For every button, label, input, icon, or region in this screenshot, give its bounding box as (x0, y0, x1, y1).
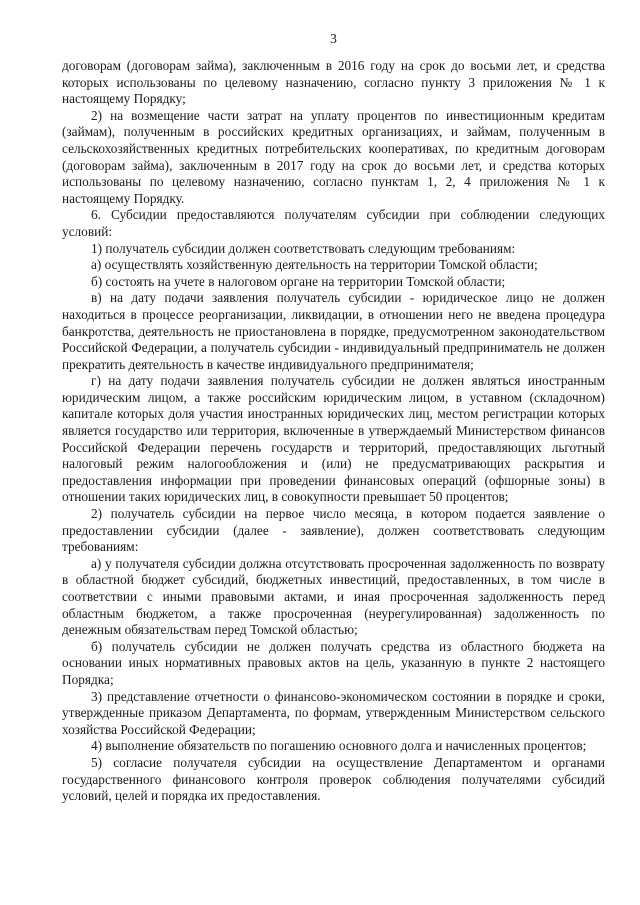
paragraph-subitem-v: в) на дату подачи заявления получатель субсидии - юридическое лицо не должен находиться в процессе реорганизации, ликвидации, в отношении него не введена процедура банкротства, деятельность не приостановлена в порядке, предусмотренном законодательством Российской Федерации, а получатель субсидии - индивидуальный предприниматель не должен прекратить деятельность в качестве индивидуального предпринимателя; (62, 290, 605, 372)
paragraph-subitem-b: б) состоять на учете в налоговом органе на территории Томской области; (91, 273, 506, 289)
paragraph-subitem-a: а) осуществлять хозяйственную деятельность на территории Томской области; (91, 257, 538, 273)
paragraph-clause-6: 6. Субсидии предоставляются получателям субсидии при соблюдении следующих условий: (62, 207, 605, 239)
paragraph-item-2-interest-2017: 2) на возмещение части затрат на уплату процентов по инвестиционным кредитам (займам), полученным в российских кредитных организациях, и займам, полученным в сельскохозяйственных кредитных потребительских кооперативах, по кредитным договорам (договорам займа), заключенным в 2017 году на срок до восьми лет, и средства которых использованы по целевому назначению, согласно пунктам 1, 2, 4 приложения № 1 к настоящему Порядку. (62, 107, 605, 206)
paragraph-subitem-g: г) на дату подачи заявления получатель субсидии не должен являться иностранным юридическим лицом, а также российским юридическим лицом, в уставном (складочном) капитале которых доля участия иностранных юридических лиц, местом регистрации которых является государство или территория, включенные в утверждаемый Министерством финансов Российской Федерации перечень государств и территорий, предоставляющих льготный налоговый режим налогообложения и (или) не предусматривающих раскрытия и предоставления информации при проведении финансовых операций (офшорные зоны) в отношении таких юридических лиц, в совокупности превышает 50 процентов; (62, 373, 605, 505)
paragraph-subitem-a-debt: а) у получателя субсидии должна отсутствовать просроченная задолженность по возврату в областной бюджет субсидий, бюджетных инвестиций, предоставленных, в том числе в соответствии с иными правовыми актами, и иная просроченная задолженность перед областным бюджетом, а также просроченная (неурегулированная) задолженность по денежным обязательствам перед Томской областью; (62, 555, 605, 638)
paragraph-requirement-1: 1) получатель субсидии должен соответствовать следующим требованиям: (91, 240, 516, 256)
paragraph-requirement-3: 3) представление отчетности о финансово-экономическом состоянии в порядке и сроки, утвержденные приказом Департамента, по формам, утвержденным Министерством сельского хозяйства Российской Федерации; (62, 688, 605, 737)
paragraph-subitem-b-funds: б) получатель субсидии не должен получать средства из областного бюджета на основании иных нормативных правовых актов на цель, указанную в пункте 2 настоящего Порядка; (62, 638, 605, 687)
paragraph-requirement-5: 5) согласие получателя субсидии на осуществление Департаментом и органами государственного финансового контроля проверок соблюдения получателями субсидий условий, целей и порядка их предоставления. (62, 754, 605, 804)
paragraph-requirement-2: 2) получатель субсидии на первое число месяца, в котором подается заявление о предоставлении субсидии (далее - заявление), должен соответствовать следующим требованиям: (62, 506, 605, 555)
document-body (62, 58, 605, 805)
paragraph-requirement-4: 4) выполнение обязательств по погашению основного долга и начисленных процентов; (91, 738, 587, 754)
paragraph-continuation: договорам (договорам займа), заключенным в 2016 году на срок до восьми лет, и средства которых использованы по целевому назначению, согласно пункту 3 приложения № 1 к настоящему Порядку; (62, 58, 605, 107)
page-number: 3 (330, 31, 337, 46)
